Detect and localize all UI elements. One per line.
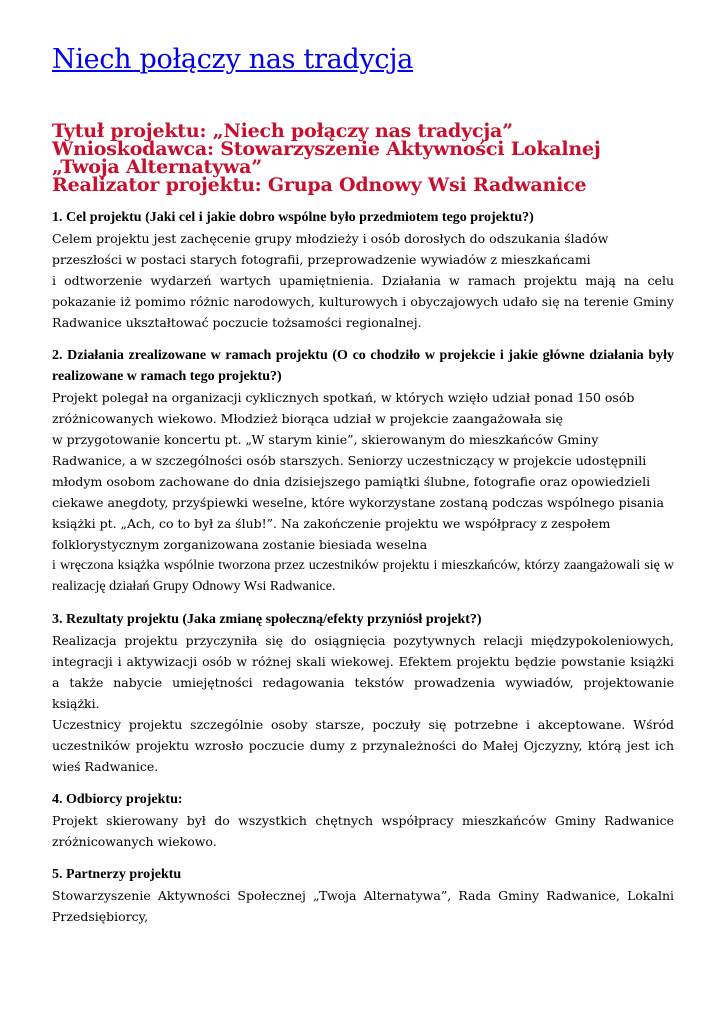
section-paragraph: Celem projektu jest zachęcenie grupy młodzieży i osób dorosłych do odszukania śladów przeszłości w postaci starych fotografii, przeprowadzenie wywiadów z mieszkańcami	[52, 231, 609, 267]
implementer-heading: Realizator projektu: Grupa Odnowy Wsi Radwanice	[52, 174, 587, 196]
section-audience	[52, 789, 674, 852]
page-title-link[interactable]: Niech połączy nas tradycja	[52, 44, 414, 75]
section-paragraph: Projekt skierowany był do wszystkich chętnych współpracy mieszkańców Gminy Radwanice zróżnicowanych wiekowo.	[52, 813, 674, 849]
article	[52, 44, 674, 927]
section-results	[52, 609, 674, 777]
section-paragraph: Realizacja projektu przyczyniła się do osiągnięcia pozytywnych relacji międzypokoleniowych, integracji i aktywizacji osób w różnej skali wiekowej. Efektem projektu będzie powstanie książki a także nabycie umiejętności redagowania tekstów prowadzenia wywiadów, projektowanie książki.	[52, 633, 674, 711]
project-title-heading: Tytuł projektu: „Niech połączy nas tradycja”	[52, 120, 513, 142]
section-paragraph: i wręczona książka wspólnie tworzona przez uczestników projektu i mieszkańców, którzy zaangażowali się w realizację działań Grupy Odnowy Wsi Radwanice.	[52, 558, 674, 594]
section-heading: 2. Działania zrealizowane w ramach projektu (O co chodziło w projekcie i jakie główne działania były realizowane w ramach tego projektu?)	[52, 348, 674, 384]
applicant-heading: Wnioskodawca: Stowarzyszenie Aktywności Lokalnej „Twoja Alternatywa”	[52, 138, 601, 178]
section-activities	[52, 345, 674, 597]
section-heading: 3. Rezultaty projektu (Jaka zmianę społeczną/efekty przyniósł projekt?)	[52, 612, 482, 627]
section-heading: 4. Odbiorcy projektu:	[52, 792, 183, 807]
section-partners	[52, 864, 674, 927]
project-info	[52, 122, 674, 194]
section-paragraph: Stowarzyszenie Aktywności Społecznej „Twoja Alternatywa”, Rada Gminy Radwanice, Lokalni Przedsiębiorcy,	[52, 888, 674, 924]
section-paragraph: Uczestnicy projektu szczególnie osoby starsze, poczuły się potrzebne i akceptowane. Wśród uczestników projektu wzrosło poczucie dumy z przynależności do Małej Ojczyzny, którą jest ich wieś Radwanice.	[52, 717, 674, 774]
section-paragraph: Projekt polegał na organizacji cyklicznych spotkań, w których wzięło udział ponad 150 osób zróżnicowanych wiekowo. Młodzież biorąca udział w projekcie zaangażowała się	[52, 390, 635, 426]
section-paragraph: i odtworzenie wydarzeń wartych upamiętnienia. Działania w ramach projektu mają na celu pokazanie iż pomimo różnic narodowych, kulturowych i obyczajowych udało się na terenie Gminy Radwanice ukształtować poczucie tożsamości regionalnej.	[52, 273, 674, 330]
section-heading: 5. Partnerzy projektu	[52, 867, 182, 882]
section-goal	[52, 207, 674, 333]
section-paragraph: w przygotowanie koncertu pt. „W starym kinie”, skierowanym do mieszkańców Gminy Radwanice, a w szczególności osób starszych. Seniorzy uczestniczący w projekcie udostępnili młodym osobom zachowane do dnia dzisiejszego pamiątki ślubne, fotografie oraz opowiedzieli ciekawe anegdoty, przyśpiewki weselne, które wykorzystane zostaną podczas wspólnego pisania książki pt. „Ach, co to był za ślub!”. Na zakończenie projektu we współpracy z zespołem folklorystycznym zorganizowana zostanie biesiada weselna	[52, 432, 664, 552]
section-heading: 1. Cel projektu (Jaki cel i jakie dobro wspólne było przedmiotem tego projektu?)	[52, 210, 534, 225]
